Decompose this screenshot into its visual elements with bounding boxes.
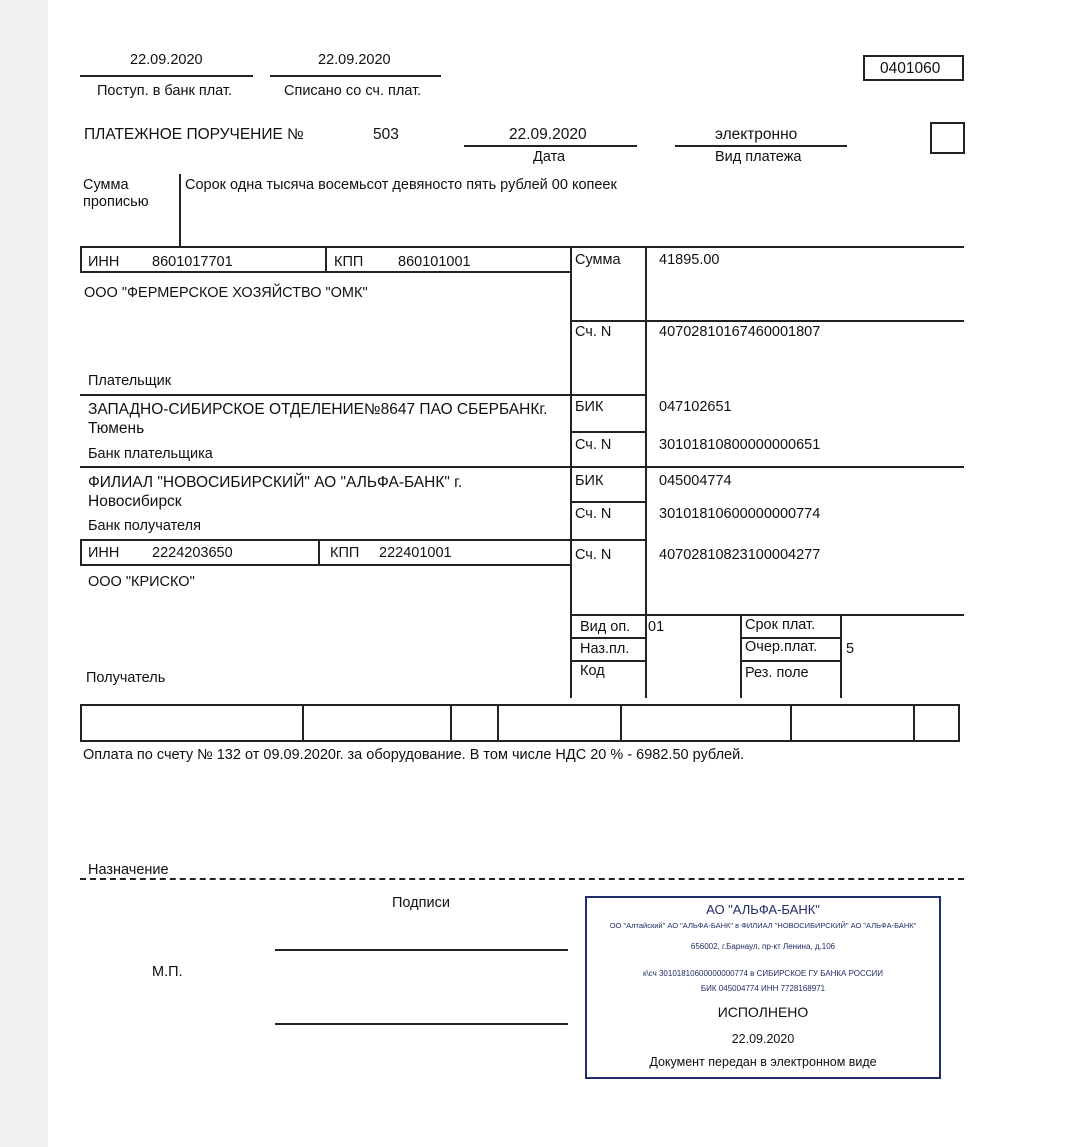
payer-bik: 047102651 (659, 399, 732, 415)
payee-name: ООО "КРИСКО" (88, 574, 195, 590)
payee-account-label: Сч. N (575, 547, 612, 563)
grid-line-7 (80, 539, 645, 541)
payee-account: 40702810823100004277 (659, 547, 821, 563)
debited-date: 22.09.2020 (318, 52, 391, 68)
payer-bank-name-2: Тюмень (88, 420, 145, 437)
grid-vline-a (80, 246, 82, 273)
date-line (464, 145, 637, 147)
payer-name: ООО "ФЕРМЕРСКОЕ ХОЗЯЙСТВО "ОМК" (84, 285, 368, 301)
grid-vline-b (325, 246, 327, 273)
grid-line-11a (570, 660, 645, 662)
tax-cell-divider-4 (620, 704, 622, 742)
priority-label: Очер.плат. (745, 639, 818, 655)
tax-cell-divider-1 (302, 704, 304, 742)
code-label: Код (580, 663, 605, 679)
grid-line-2 (645, 320, 964, 322)
grid-line-9 (570, 614, 964, 616)
grid-vline-f (318, 539, 320, 566)
grid-line-5 (80, 466, 964, 468)
grid-vline-h (840, 614, 842, 698)
grid-line-4 (570, 431, 645, 433)
stamp-note: Документ передан в электронном виде (649, 1055, 877, 1069)
payer-kpp-label: КПП (334, 254, 364, 270)
stamp-date: 22.09.2020 (731, 1032, 795, 1046)
payee-inn-label: ИНН (88, 545, 120, 561)
payee-bank-name-2: Новосибирск (88, 493, 182, 510)
payee-bank-name-1: ФИЛИАЛ "НОВОСИБИРСКИЙ" АО "АЛЬФА-БАНК" г. (88, 474, 463, 491)
stamp-corr-account: к\сч 30101810600000000774 в СИБИРСКОЕ ГУ БАНКА РОССИИ (642, 969, 884, 978)
grid-line-3 (80, 394, 645, 396)
signature-line-2 (275, 1023, 568, 1025)
priority-value: 5 (846, 641, 855, 657)
debited-label: Списано со сч. плат. (284, 83, 422, 99)
grid-vline-g (740, 614, 742, 698)
op-type: 01 (648, 619, 665, 635)
grid-line-10a (570, 637, 645, 639)
payee-label: Получатель (86, 670, 166, 686)
stamp-bik-inn: БИК 045004774 ИНН 7728168971 (700, 984, 826, 993)
payment-type: электронно (715, 126, 798, 143)
grid-line-2b (570, 320, 645, 322)
stamp-status: ИСПОЛНЕНО (717, 1004, 809, 1020)
amount-words-value: Сорок одна тысяча восемьсот девяносто пять рублей 00 копеек (185, 177, 617, 193)
payee-inn: 2224203650 (152, 545, 233, 561)
grid-line-8 (80, 564, 570, 566)
bank-received-line (80, 75, 253, 77)
stamp-branch: ОО "Алтайский" АО "АЛЬФА-БАНК" в ФИЛИАЛ "НОВОСИБИРСКИЙ" АО "АЛЬФА-БАНК" (609, 921, 917, 930)
grid-vline-c (570, 246, 572, 698)
payer-inn-label: ИНН (88, 254, 120, 270)
grid-line-1 (80, 246, 964, 248)
bank-received-date: 22.09.2020 (130, 52, 203, 68)
payee-kpp: 222401001 (379, 545, 452, 561)
payee-bank-label: Банк получателя (88, 518, 201, 534)
sum-label: Сумма (575, 252, 621, 268)
op-type-label: Вид оп. (580, 619, 631, 635)
payer-bank-account-label: Сч. N (575, 437, 612, 453)
grid-line-6 (570, 501, 645, 503)
payer-account-label: Сч. N (575, 324, 612, 340)
payer-kpp: 860101001 (398, 254, 471, 270)
payer-bik-label: БИК (575, 399, 604, 415)
payee-bank-account: 30101810600000000774 (659, 506, 821, 522)
date-label: Дата (533, 149, 566, 165)
bank-stamp (585, 896, 941, 1079)
bank-received-label: Поступ. в банк плат. (97, 83, 232, 99)
payee-bik-label: БИК (575, 473, 604, 489)
payer-bank-label: Банк плательщика (88, 446, 213, 462)
reserve-label: Рез. поле (745, 665, 809, 681)
purpose-label: Назначение (88, 862, 169, 878)
debited-line (270, 75, 441, 77)
document-number: 503 (373, 126, 399, 143)
stamp-address: 656002, г.Барнаул, пр-кт Ленина, д.106 (690, 942, 836, 951)
sum-value: 41895.00 (659, 252, 720, 268)
form-code: 0401060 (880, 60, 941, 77)
purpose-dashed-line (80, 878, 964, 880)
tax-cell-divider-6 (913, 704, 915, 742)
signature-line-1 (275, 949, 568, 951)
purpose-code-label: Наз.пл. (580, 641, 630, 657)
grid-vline-e (80, 539, 82, 566)
tax-cell-divider-5 (790, 704, 792, 742)
payee-bank-account-label: Сч. N (575, 506, 612, 522)
payer-inn: 8601017701 (152, 254, 233, 270)
document-title: ПЛАТЕЖНОЕ ПОРУЧЕНИЕ № (84, 126, 304, 143)
payer-bank-name-1: ЗАПАДНО-СИБИРСКОЕ ОТДЕЛЕНИЕ№8647 ПАО СБЕРБАНКг. (88, 401, 548, 418)
payer-label: Плательщик (88, 373, 172, 389)
payee-bik: 045004774 (659, 473, 732, 489)
purpose-text: Оплата по счету № 132 от 09.09.2020г. за оборудование. В том числе НДС 20 % - 6982.50 рублей. (83, 747, 745, 763)
payment-type-label: Вид платежа (715, 149, 802, 165)
stamp-bank: АО "АЛЬФА-БАНК" (706, 902, 820, 917)
amount-words-label-2: прописью (83, 194, 149, 210)
signatures-label: Подписи (392, 895, 450, 911)
seal-label: М.П. (152, 964, 183, 980)
tax-fields-row (80, 704, 960, 742)
grid-line-11b (740, 660, 841, 662)
amount-words-divider (179, 174, 181, 247)
amount-words-label-1: Сумма (83, 177, 129, 193)
payee-kpp-label: КПП (330, 545, 360, 561)
payment-type-line (675, 145, 847, 147)
tax-cell-divider-3 (497, 704, 499, 742)
payer-bank-account: 30101810800000000651 (659, 437, 821, 453)
status-box (930, 122, 965, 154)
tax-cell-divider-2 (450, 704, 452, 742)
grid-vline-d (645, 246, 647, 698)
term-label: Срок плат. (745, 617, 816, 633)
payer-account: 40702810167460001807 (659, 324, 821, 340)
document-date: 22.09.2020 (509, 126, 587, 143)
